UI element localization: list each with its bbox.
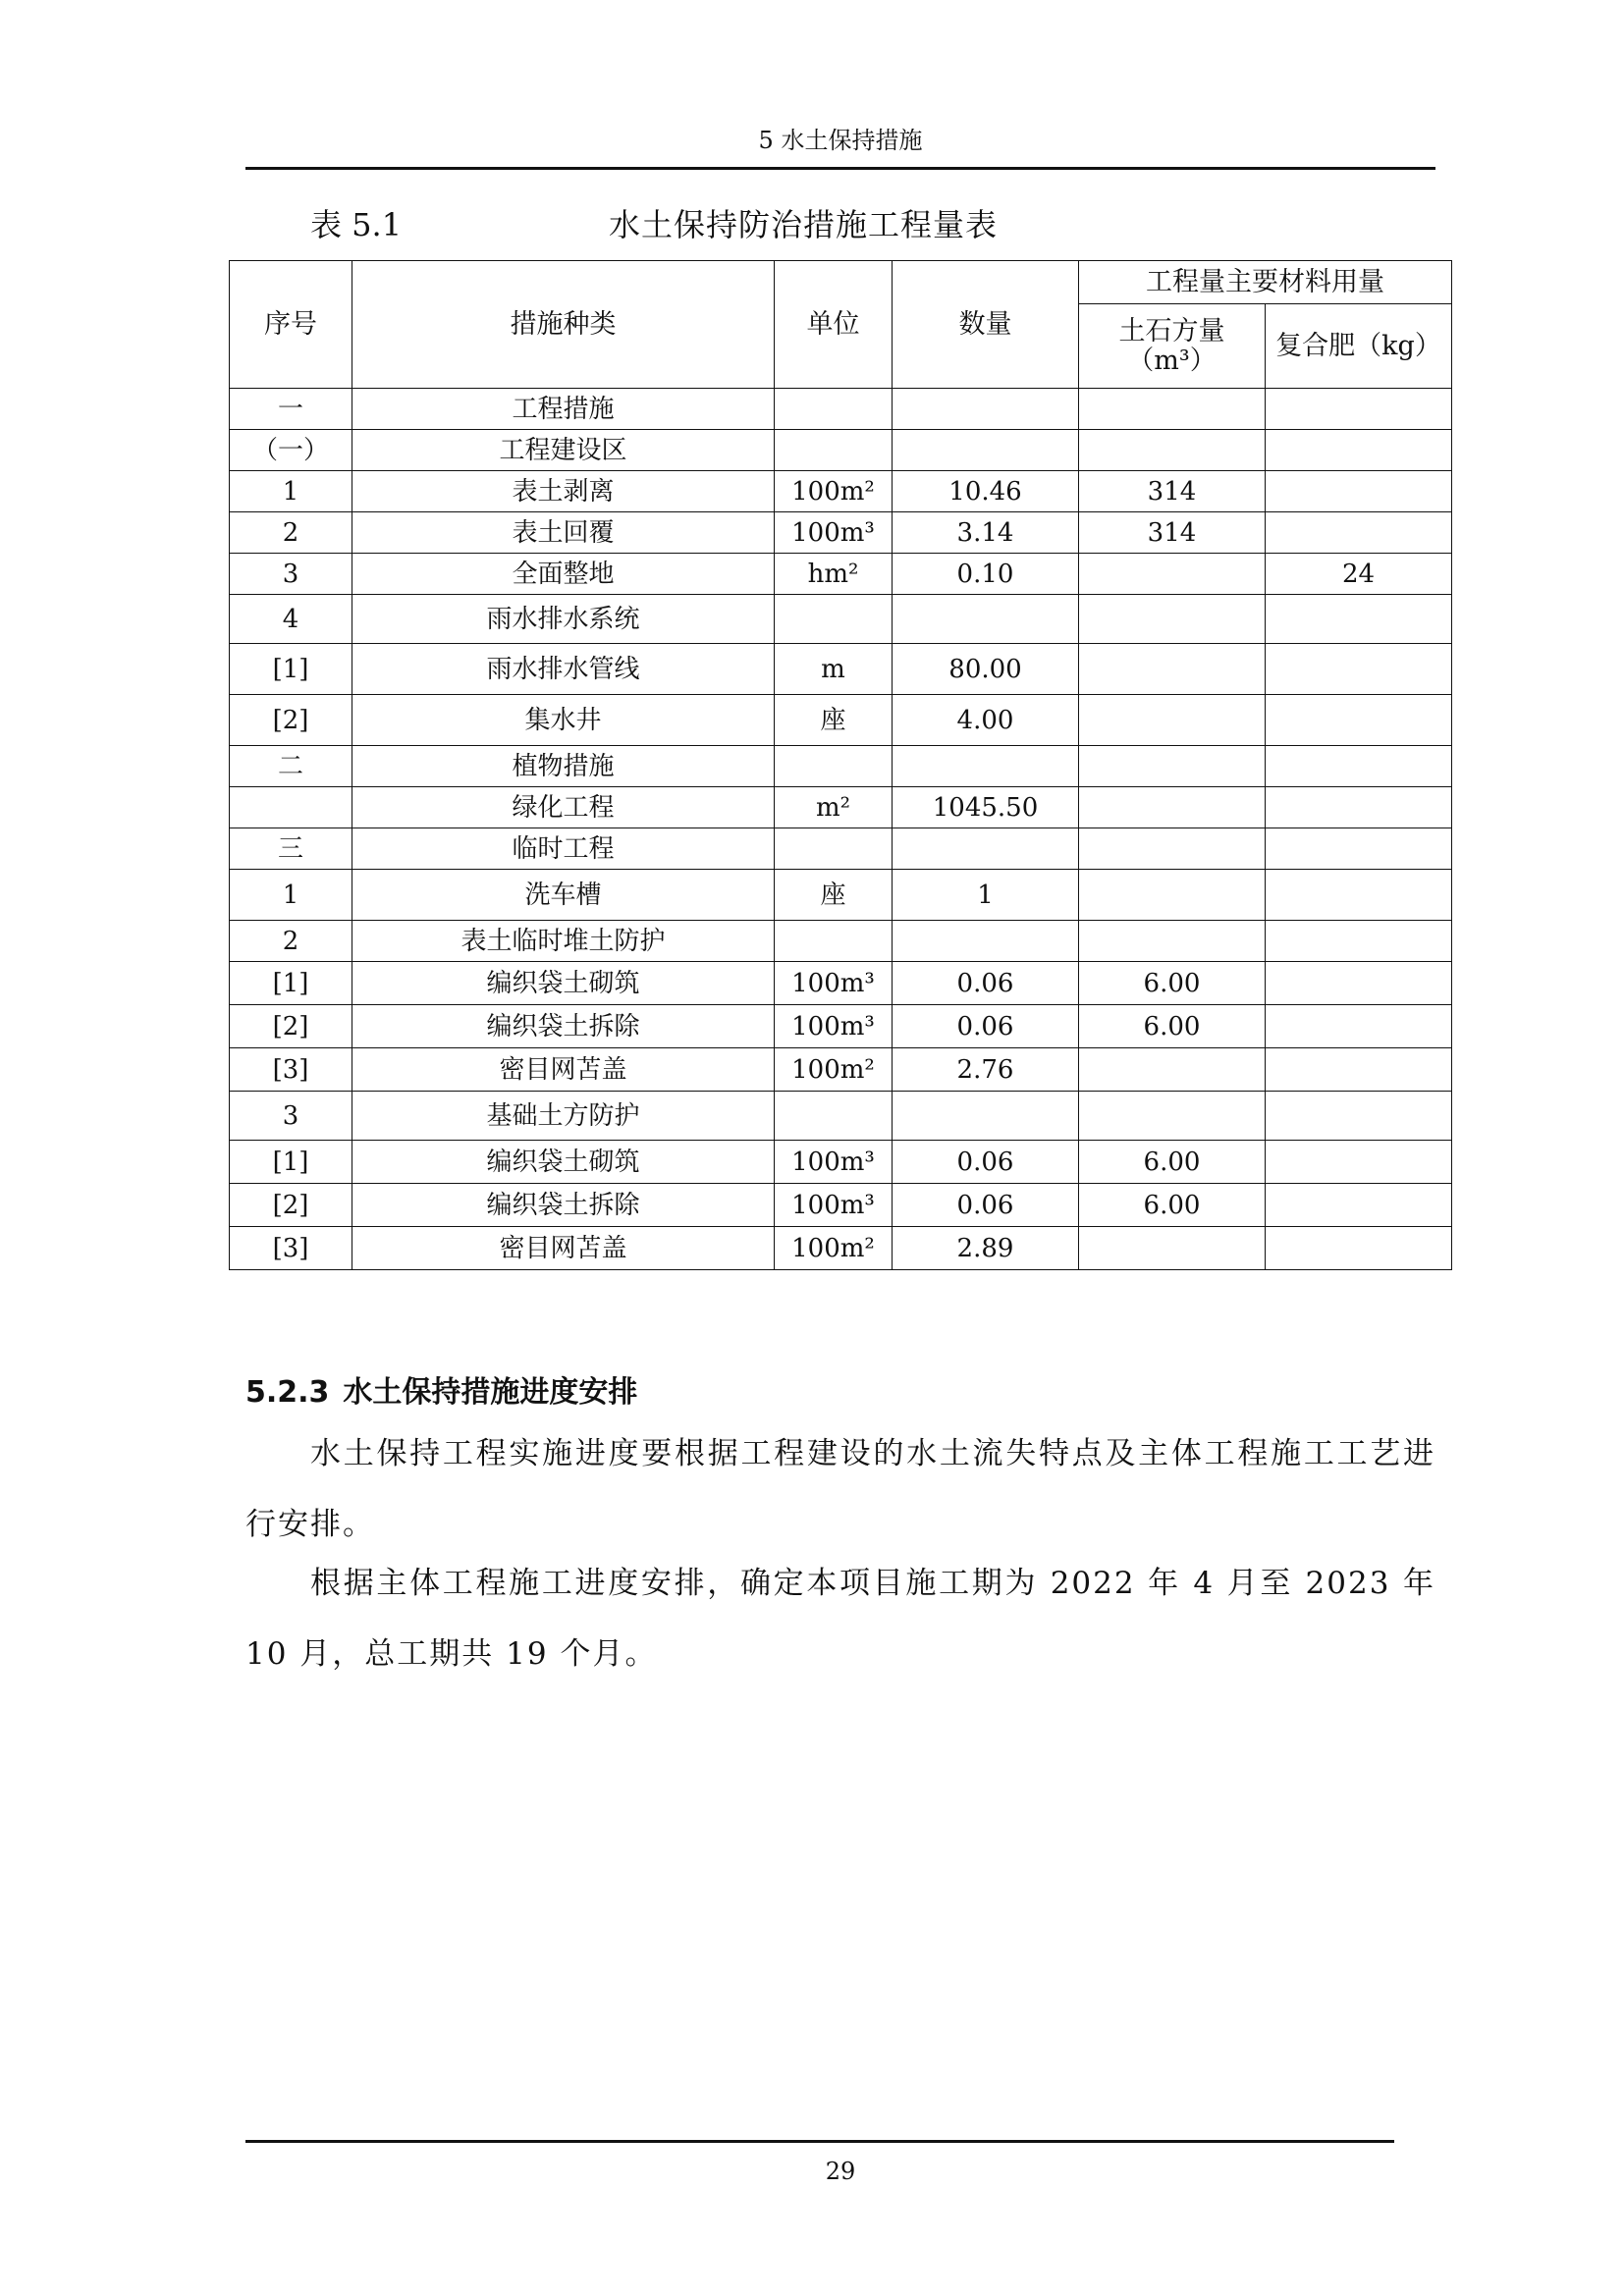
cell-type: 临时工程 <box>352 828 775 870</box>
header-materials-group: 工程量主要材料用量 <box>1079 261 1452 304</box>
cell-unit: 100m² <box>775 1048 893 1092</box>
cell-seq: 2 <box>230 512 352 554</box>
cell-qty: 80.00 <box>893 644 1079 695</box>
table-row <box>230 644 1452 695</box>
cell-qty: 10.46 <box>893 471 1079 512</box>
header-seq: 序号 <box>230 261 352 389</box>
cell-qty: 4.00 <box>893 695 1079 746</box>
cell-qty: 0.06 <box>893 962 1079 1005</box>
cell-qty <box>893 595 1079 644</box>
table-row <box>230 746 1452 787</box>
cell-unit: 座 <box>775 695 893 746</box>
cell-fert <box>1266 595 1452 644</box>
cell-type: 表土剥离 <box>352 471 775 512</box>
cell-qty <box>893 746 1079 787</box>
cell-type: 植物措施 <box>352 746 775 787</box>
cell-fert <box>1266 512 1452 554</box>
cell-unit <box>775 828 893 870</box>
cell-unit: m² <box>775 787 893 828</box>
cell-seq: [2] <box>230 1184 352 1227</box>
cell-qty: 2.76 <box>893 1048 1079 1092</box>
cell-type: 集水井 <box>352 695 775 746</box>
cell-type: 工程措施 <box>352 389 775 430</box>
section-number: 5.2.3 <box>245 1375 330 1410</box>
cell-earth <box>1079 595 1266 644</box>
cell-earth <box>1079 746 1266 787</box>
cell-earth: 6.00 <box>1079 1005 1266 1048</box>
cell-qty: 1045.50 <box>893 787 1079 828</box>
cell-earth: 314 <box>1079 471 1266 512</box>
cell-fert <box>1266 787 1452 828</box>
table-row <box>230 554 1452 595</box>
cell-earth <box>1079 430 1266 471</box>
table-row <box>230 1005 1452 1048</box>
paragraph: 根据主体工程施工进度安排，确定本项目施工期为 2022 年 4 月至 2023 年 10 月，总工期共 19 个月。 <box>245 1566 1435 1672</box>
cell-earth <box>1079 1227 1266 1270</box>
table-caption <box>0 196 1624 245</box>
cell-fert <box>1266 1141 1452 1184</box>
cell-qty: 3.14 <box>893 512 1079 554</box>
cell-qty: 0.06 <box>893 1141 1079 1184</box>
header-row-1 <box>230 261 1452 304</box>
section-heading <box>245 1367 637 1411</box>
cell-fert <box>1266 430 1452 471</box>
cell-unit: 100m² <box>775 471 893 512</box>
cell-type: 表土回覆 <box>352 512 775 554</box>
header-earth-label: 土石方量 <box>1118 315 1225 347</box>
table-row <box>230 1141 1452 1184</box>
cell-fert <box>1266 870 1452 921</box>
cell-type: 工程建设区 <box>352 430 775 471</box>
cell-earth <box>1079 1048 1266 1092</box>
cell-seq: [1] <box>230 962 352 1005</box>
header-fertilizer: 复合肥（kg） <box>1266 304 1452 389</box>
cell-qty <box>893 828 1079 870</box>
cell-qty: 0.06 <box>893 1005 1079 1048</box>
cell-fert <box>1266 828 1452 870</box>
cell-earth <box>1079 787 1266 828</box>
table-row <box>230 828 1452 870</box>
cell-unit: 100m³ <box>775 1141 893 1184</box>
cell-earth <box>1079 554 1266 595</box>
cell-seq: [2] <box>230 1005 352 1048</box>
header-quantity: 数量 <box>893 261 1079 389</box>
header-unit: 单位 <box>775 261 893 389</box>
table-row <box>230 1048 1452 1092</box>
cell-qty <box>893 430 1079 471</box>
cell-earth <box>1079 1092 1266 1141</box>
cell-unit: m <box>775 644 893 695</box>
cell-seq: 3 <box>230 1092 352 1141</box>
cell-type: 全面整地 <box>352 554 775 595</box>
measures-table <box>229 260 1452 1270</box>
cell-qty: 2.89 <box>893 1227 1079 1270</box>
cell-unit: hm² <box>775 554 893 595</box>
cell-unit: 座 <box>775 870 893 921</box>
cell-type: 基础土方防护 <box>352 1092 775 1141</box>
table-row <box>230 1184 1452 1227</box>
cell-type: 表土临时堆土防护 <box>352 921 775 962</box>
cell-fert <box>1266 1184 1452 1227</box>
cell-earth: 6.00 <box>1079 1184 1266 1227</box>
cell-type: 洗车槽 <box>352 870 775 921</box>
cell-seq: [1] <box>230 1141 352 1184</box>
cell-qty: 1 <box>893 870 1079 921</box>
header-earth <box>1079 304 1266 389</box>
cell-seq: 4 <box>230 595 352 644</box>
cell-fert <box>1266 644 1452 695</box>
table-row <box>230 430 1452 471</box>
cell-fert <box>1266 1092 1452 1141</box>
section-title: 水土保持措施进度安排 <box>343 1375 638 1410</box>
cell-type: 编织袋土拆除 <box>352 1005 775 1048</box>
table-row <box>230 389 1452 430</box>
cell-type: 编织袋土砌筑 <box>352 962 775 1005</box>
running-header: 5 水土保持措施 <box>758 127 923 154</box>
cell-earth <box>1079 921 1266 962</box>
cell-unit <box>775 746 893 787</box>
cell-seq: 1 <box>230 870 352 921</box>
cell-earth <box>1079 695 1266 746</box>
table-body <box>230 261 1452 1270</box>
cell-type: 编织袋土砌筑 <box>352 1141 775 1184</box>
header-rule <box>245 167 1435 170</box>
cell-unit <box>775 389 893 430</box>
cell-fert <box>1266 695 1452 746</box>
table-row <box>230 695 1452 746</box>
cell-type: 密目网苫盖 <box>352 1048 775 1092</box>
cell-fert <box>1266 746 1452 787</box>
paragraph: 水土保持工程实施进度要根据工程建设的水土流失特点及主体工程施工工艺进行安排。 <box>245 1436 1435 1542</box>
table-row <box>230 1092 1452 1141</box>
cell-unit: 100m³ <box>775 1184 893 1227</box>
cell-fert <box>1266 1227 1452 1270</box>
cell-qty <box>893 1092 1079 1141</box>
cell-seq: 三 <box>230 828 352 870</box>
cell-fert <box>1266 962 1452 1005</box>
cell-fert: 24 <box>1266 554 1452 595</box>
cell-fert <box>1266 389 1452 430</box>
cell-unit <box>775 595 893 644</box>
table-row <box>230 787 1452 828</box>
cell-type: 雨水排水管线 <box>352 644 775 695</box>
cell-type: 雨水排水系统 <box>352 595 775 644</box>
cell-type: 编织袋土拆除 <box>352 1184 775 1227</box>
cell-earth <box>1079 644 1266 695</box>
cell-seq: [1] <box>230 644 352 695</box>
cell-unit: 100m³ <box>775 1005 893 1048</box>
cell-fert <box>1266 1005 1452 1048</box>
footer-rule <box>245 2140 1394 2143</box>
cell-fert <box>1266 921 1452 962</box>
table-row <box>230 595 1452 644</box>
cell-unit: 100m² <box>775 1227 893 1270</box>
cell-fert <box>1266 1048 1452 1092</box>
cell-seq <box>230 787 352 828</box>
cell-earth: 314 <box>1079 512 1266 554</box>
table-row <box>230 1227 1452 1270</box>
cell-seq: 2 <box>230 921 352 962</box>
cell-seq: 1 <box>230 471 352 512</box>
table-title: 水土保持防治措施工程量表 <box>609 206 999 243</box>
cell-seq: [2] <box>230 695 352 746</box>
cell-qty: 0.10 <box>893 554 1079 595</box>
cell-unit: 100m³ <box>775 962 893 1005</box>
table-row <box>230 921 1452 962</box>
cell-earth: 6.00 <box>1079 962 1266 1005</box>
cell-seq: （一） <box>230 430 352 471</box>
cell-seq: 一 <box>230 389 352 430</box>
table-row <box>230 962 1452 1005</box>
cell-seq: [3] <box>230 1227 352 1270</box>
cell-seq: 二 <box>230 746 352 787</box>
cell-qty <box>893 921 1079 962</box>
cell-earth <box>1079 870 1266 921</box>
table-row <box>230 512 1452 554</box>
table-number: 表 5.1 <box>310 206 403 243</box>
page-number: 29 <box>825 2158 856 2185</box>
header-earth-unit: （m³） <box>1127 345 1217 376</box>
table-row <box>230 870 1452 921</box>
cell-unit <box>775 430 893 471</box>
cell-earth <box>1079 389 1266 430</box>
cell-seq: 3 <box>230 554 352 595</box>
cell-qty: 0.06 <box>893 1184 1079 1227</box>
header-type: 措施种类 <box>352 261 775 389</box>
cell-type: 密目网苫盖 <box>352 1227 775 1270</box>
cell-earth: 6.00 <box>1079 1141 1266 1184</box>
cell-unit <box>775 1092 893 1141</box>
cell-earth <box>1079 828 1266 870</box>
cell-type: 绿化工程 <box>352 787 775 828</box>
cell-seq: [3] <box>230 1048 352 1092</box>
cell-fert <box>1266 471 1452 512</box>
cell-unit <box>775 921 893 962</box>
table-row <box>230 471 1452 512</box>
cell-qty <box>893 389 1079 430</box>
cell-unit: 100m³ <box>775 512 893 554</box>
